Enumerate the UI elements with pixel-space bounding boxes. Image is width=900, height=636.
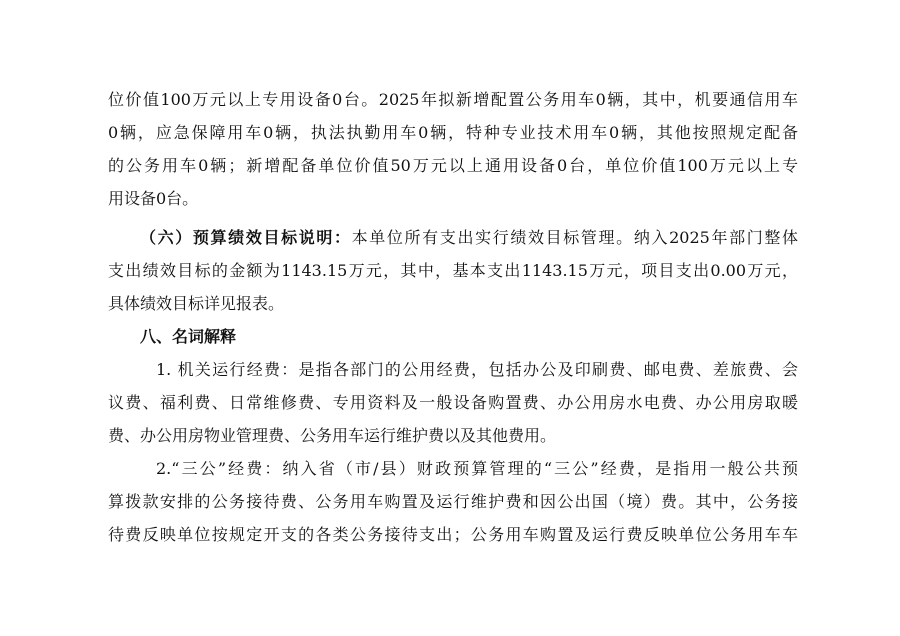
paragraph-line-1: 位价值100万元以上专用设备0台。2025年拟新增配置公务用车0辆，其中，机要通信用车 (108, 90, 798, 109)
paragraph-line-4: 用设备0台。 (108, 189, 199, 208)
section-eight-heading: 八、名词解释 (140, 327, 237, 346)
term-1-line-2: 议费、福利费、日常维修费、专用资料及一般设备购置费、办公用房水电费、办公用房取暖 (108, 393, 798, 412)
paragraph-line-3: 的公务用车0辆；新增配备单位价值50万元以上通用设备0台，单位价值100万元以上专 (108, 156, 798, 175)
section-six-text: 本单位所有支出实行绩效目标管理。纳入2025年部门整体 (351, 228, 798, 247)
term-2-line-2: 算拨款安排的公务接待费、公务用车购置及运行维护费和因公出国（境）费。其中，公务接 (108, 492, 798, 511)
section-six-line-3: 具体绩效目标详见报表。 (108, 294, 285, 313)
term-1-line-3: 费、办公用房物业管理费、公务用车运行维护费以及其他费用。 (108, 426, 557, 445)
section-six-line-1 (140, 223, 798, 253)
paragraph-line-2: 0辆，应急保障用车0辆，执法执勤用车0辆，特种专业技术用车0辆，其他按照规定配备 (108, 123, 798, 142)
section-six-heading: （六）预算绩效目标说明： (140, 228, 352, 247)
section-six-line-2: 支出绩效目标的金额为1143.15万元，其中，基本支出1143.15万元，项目支出0.00万元， (108, 261, 798, 280)
term-1-line-1: 1. 机关运行经费：是指各部门的公用经费，包括办公及印刷费、邮电费、差旅费、会 (156, 360, 798, 379)
term-2-line-3: 待费反映单位按规定开支的各类公务接待支出；公务用车购置及运行费反映单位公务用车车 (108, 525, 798, 544)
term-2-line-1: 2.“三公”经费：纳入省（市/县）财政预算管理的“三公”经费，是指用一般公共预 (156, 459, 798, 478)
